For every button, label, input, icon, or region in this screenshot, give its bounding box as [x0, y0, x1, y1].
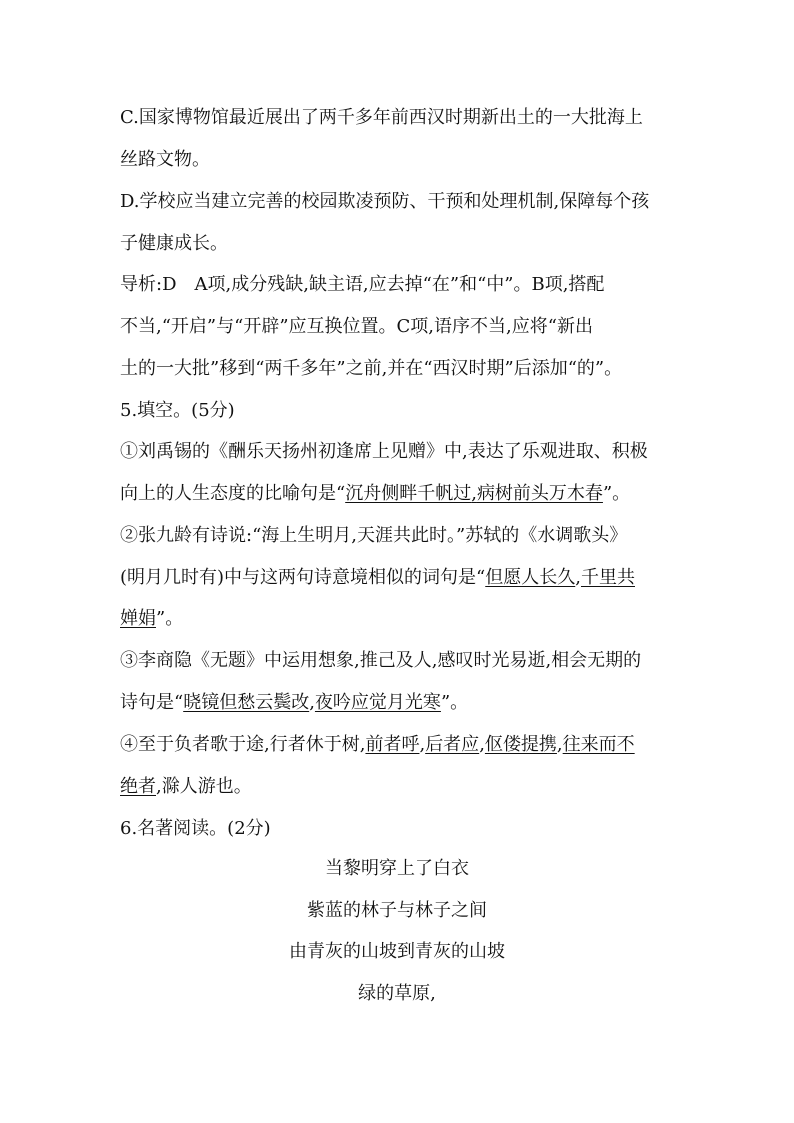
text: (明月几时有)中与这两句诗意境相似的词句是“: [120, 567, 486, 588]
analysis-line-2: 不当,“开启”与“开辟”应互换位置。C项,语序不当,应将“新出: [120, 316, 593, 337]
option-d-line-1: D.学校应当建立完善的校园欺凌预防、干预和处理机制,保障每个孩: [120, 191, 650, 212]
q5-item-3-line-1: ③李商隐《无题》中运用想象,推己及人,感叹时光易逝,相会无期的: [120, 650, 642, 671]
q5-item-2-line-2: [120, 566, 680, 590]
poem-line: 绿的草原,: [358, 983, 436, 1004]
text: ”。: [156, 608, 184, 629]
answer-blank: 往来而不: [562, 734, 635, 755]
q5-item-4-line-1: [120, 733, 680, 757]
answer-separator: ,: [471, 483, 477, 504]
answer-blank: 夜吟应觉月光寒: [314, 692, 441, 713]
option-c-line-1: C.国家博物馆最近展出了两千多年前西汉时期新出土的一大批海上: [120, 107, 643, 128]
q5-item-1-line-1: ①刘禹锡的《酬乐天扬州初逢席上见赠》中,表达了乐观进取、积极: [120, 441, 648, 462]
q5-item-2-line-1: ②张九龄有诗说:“海上生明月,天涯共此时。”苏轼的《水调歌头》: [120, 525, 628, 546]
poem-line: 由青灰的山坡到青灰的山坡: [289, 941, 505, 962]
poem-line: 紫蓝的林子与林子之间: [307, 900, 487, 921]
option-c-line-2: 丝路文物。: [120, 149, 210, 170]
analysis-line-3: 土的一大批”移到“两千多年”之前,并在“西汉时期”后添加“的”。: [120, 358, 623, 379]
question-6-title: 6.名著阅读。(2分): [120, 818, 271, 839]
q5-item-3-line-2: [120, 691, 680, 715]
text: 向上的人生态度的比喻句是“: [120, 483, 346, 504]
poem-line: 当黎明穿上了白衣: [325, 858, 469, 879]
text: 诗句是“: [120, 692, 184, 713]
text: ④至于负者歌于途,行者休于树,: [120, 734, 366, 755]
answer-separator: ,: [556, 734, 563, 755]
answer-blank: 沉舟侧畔千帆过: [345, 483, 472, 504]
answer-blank: 婵娟: [120, 608, 156, 629]
answer-separator: ,: [479, 734, 485, 755]
answer-blank: 病树前头万木春: [476, 483, 603, 504]
answer-separator: ,: [309, 692, 315, 713]
answer-blank: 但愿人长久: [485, 567, 576, 588]
answer-blank: 前者呼: [365, 734, 420, 755]
q5-item-4-line-2: [120, 775, 680, 799]
answer-separator: ,: [419, 734, 426, 755]
answer-blank: 绝者: [120, 776, 156, 797]
q5-item-2-line-3: [120, 607, 680, 631]
answer-blank: 千里共: [580, 567, 635, 588]
answer-blank: 伛偻提携: [484, 734, 557, 755]
answer-blank: 晓镜但愁云鬓改: [183, 692, 310, 713]
option-d-line-2: 子健康成长。: [120, 233, 228, 254]
answer-separator: ,: [575, 567, 581, 588]
text: ”。: [602, 483, 631, 504]
answer-blank: 后者应: [425, 734, 480, 755]
text: ”。: [440, 692, 469, 713]
q5-item-1-line-2: [120, 482, 680, 506]
text: ,滁人游也。: [156, 776, 252, 797]
question-5-title: 5.填空。(5分): [120, 400, 235, 421]
analysis-line-1: 导析:D A项,成分残缺,缺主语,应去掉“在”和“中”。B项,搭配: [120, 274, 605, 295]
